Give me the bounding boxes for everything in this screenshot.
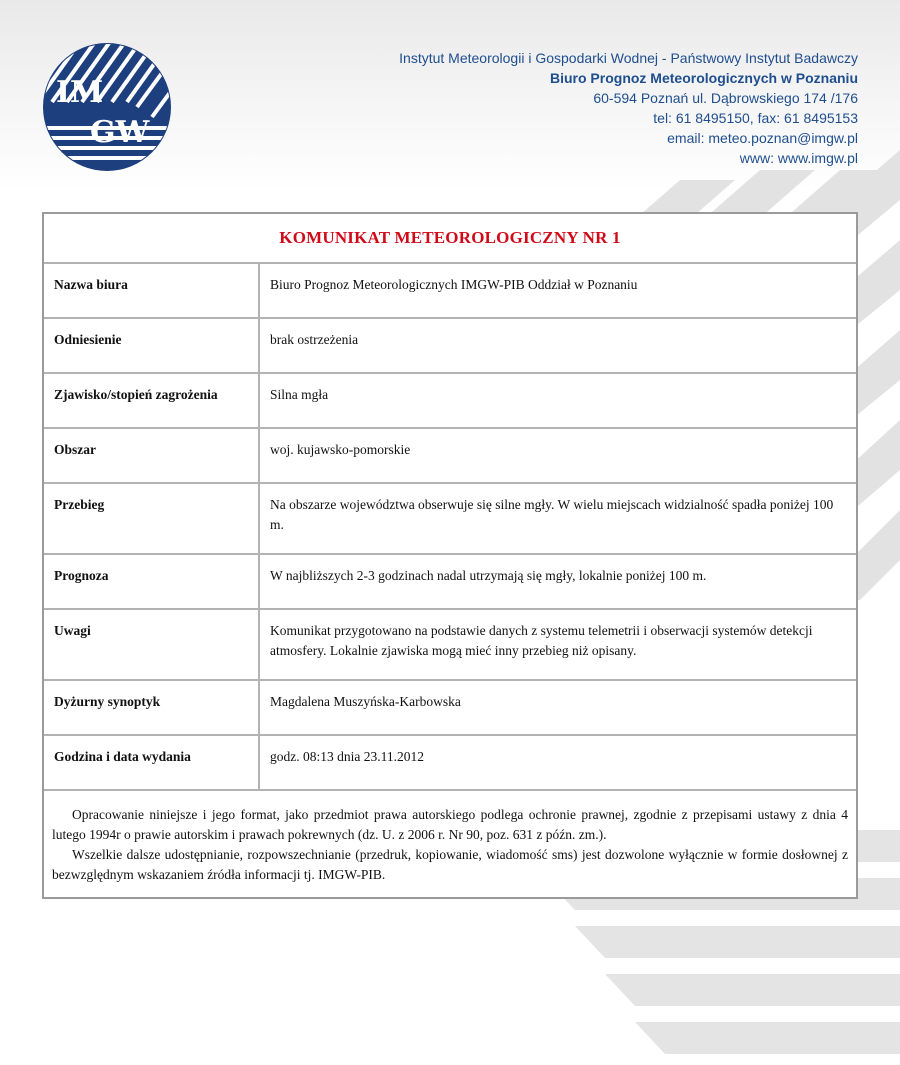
row-value: brak ostrzeżenia <box>259 318 856 373</box>
table-row <box>44 318 856 373</box>
table-row <box>44 483 856 554</box>
row-label: Obszar <box>44 428 259 483</box>
table-row <box>44 735 856 790</box>
row-label: Przebieg <box>44 483 259 554</box>
row-value: Na obszarze województwa obserwuje się silne mgły. W wielu miejscach widzialność spadła poniżej 100 m. <box>259 483 856 554</box>
table-row <box>44 264 856 318</box>
row-value: Komunikat przygotowano na podstawie danych z systemu telemetrii i obserwacji systemów detekcji atmosfery. Lokalnie zjawiska mogą mieć inny przebieg niż opisany. <box>259 609 856 680</box>
header-contact <box>399 48 858 168</box>
row-value: godz. 08:13 dnia 23.11.2012 <box>259 735 856 790</box>
row-label: Odniesienie <box>44 318 259 373</box>
office-address: 60-594 Poznań ul. Dąbrowskiego 174 /176 <box>593 90 858 106</box>
institute-name: Instytut Meteorologii i Gospodarki Wodnej - Państwowy Instytut Badawczy <box>399 50 858 66</box>
office-name: Biuro Prognoz Meteorologicznych w Poznaniu <box>549 70 858 86</box>
table-row <box>44 373 856 428</box>
table-row <box>44 554 856 609</box>
table-row <box>44 609 856 680</box>
table-row <box>44 428 856 483</box>
row-label: Uwagi <box>44 609 259 680</box>
row-label: Nazwa biura <box>44 264 259 318</box>
row-label: Dyżurny synoptyk <box>44 680 259 735</box>
row-value: Biuro Prognoz Meteorologicznych IMGW-PIB Oddział w Poznaniu <box>259 264 856 318</box>
row-label: Godzina i data wydania <box>44 735 259 790</box>
document-title: KOMUNIKAT METEOROLOGICZNY NR 1 <box>44 214 856 264</box>
office-website[interactable]: www: www.imgw.pl <box>739 150 858 166</box>
communique-document <box>42 212 858 899</box>
office-phone: tel: 61 8495150, fax: 61 8495153 <box>653 110 858 126</box>
row-label: Zjawisko/stopień zagrożenia <box>44 373 259 428</box>
copyright-paragraph: Opracowanie niniejsze i jego format, jako przedmiot prawa autorskiego podlega ochronie prawnej, zgodnie z przepisami ustawy z dnia 4 lutego 1994r o prawie autorskim i prawach pokrewnych (dz. U. z 2006 r. Nr 90, poz. 631 z późn. zm.). <box>52 807 848 842</box>
row-label: Prognoza <box>44 554 259 609</box>
office-email[interactable]: email: meteo.poznan@imgw.pl <box>667 130 858 146</box>
row-value: woj. kujawsko-pomorskie <box>259 428 856 483</box>
imgw-logo-icon <box>42 42 172 172</box>
copyright-notice <box>44 791 856 897</box>
communique-table <box>44 264 856 791</box>
row-value: Magdalena Muszyńska-Karbowska <box>259 680 856 735</box>
row-value: Silna mgła <box>259 373 856 428</box>
table-row <box>44 680 856 735</box>
redistribution-paragraph: Wszelkie dalsze udostępnianie, rozpowszechnianie (przedruk, kopiowanie, wiadomość sms) jest dozwolone wyłącznie w formie dosłownej z bezwzględnym wskazaniem źródła informacji tj. IMGW-PIB. <box>52 847 848 882</box>
logo-text-bottom: GW <box>90 115 150 150</box>
logo-text-top: IM <box>56 75 104 110</box>
row-value: W najbliższych 2-3 godzinach nadal utrzymają się mgły, lokalnie poniżej 100 m. <box>259 554 856 609</box>
